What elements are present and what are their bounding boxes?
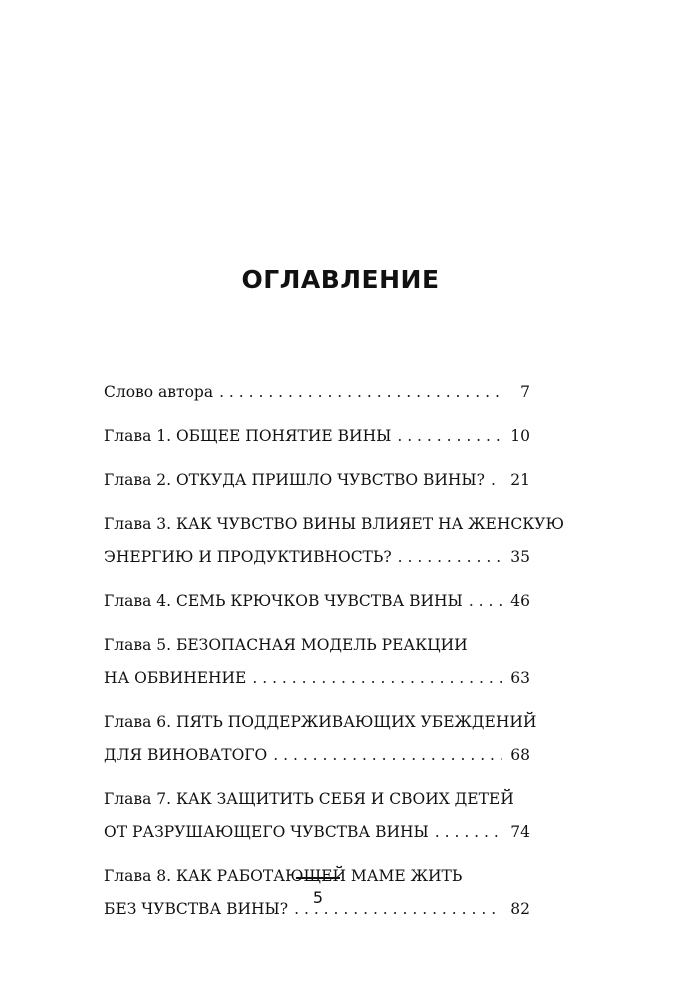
toc-entry-chapter-1 xyxy=(104,424,530,449)
dot-leader xyxy=(398,545,502,570)
toc-page-number: 68 xyxy=(510,746,530,764)
toc-page-number: 21 xyxy=(510,471,530,489)
toc-line xyxy=(104,710,537,735)
toc-line xyxy=(104,633,530,658)
dot-leader xyxy=(273,743,502,768)
toc-entry-chapter-3 xyxy=(104,512,564,570)
toc-entry-title-continued: ЭНЕРГИЮ И ПРОДУКТИВНОСТЬ? xyxy=(104,548,392,566)
toc-entry-title-continued: ОТ РАЗРУШАЮЩЕГО ЧУВСТВА ВИНЫ xyxy=(104,823,429,841)
toc-page-number: 63 xyxy=(510,669,530,687)
toc-entry-title-continued: ДЛЯ ВИНОВАТОГО xyxy=(104,746,268,764)
page-title: ОГЛАВЛЕНИЕ xyxy=(241,265,440,294)
dot-leader xyxy=(491,468,502,493)
toc-page-number: 35 xyxy=(510,548,530,566)
toc-page-number: 74 xyxy=(510,823,530,841)
toc-entry-title: Глава 5. БЕЗОПАСНАЯ МОДЕЛЬ РЕАКЦИИ xyxy=(104,636,468,654)
toc-page-number: 7 xyxy=(520,383,530,401)
toc-line xyxy=(104,424,530,449)
toc-entry-chapter-5 xyxy=(104,633,530,691)
toc-line xyxy=(104,787,530,812)
toc-entry-title: Глава 2. ОТКУДА ПРИШЛО ЧУВСТВО ВИНЫ? xyxy=(104,471,485,489)
toc-line xyxy=(104,743,530,768)
dot-leader xyxy=(252,666,502,691)
toc-entry-chapter-4 xyxy=(104,589,530,614)
toc-page-number: 46 xyxy=(510,592,530,610)
toc-entry-chapter-2 xyxy=(104,468,530,493)
toc-line xyxy=(104,380,530,405)
toc-entry-title: Глава 3. КАК ЧУВСТВО ВИНЫ ВЛИЯЕТ НА ЖЕНСКУЮ xyxy=(104,515,564,533)
dot-leader xyxy=(435,820,502,845)
footer-rule xyxy=(296,877,340,879)
toc-line xyxy=(104,512,564,537)
toc-page-number: 10 xyxy=(510,427,530,445)
page-number: 5 xyxy=(312,888,324,907)
toc-line xyxy=(104,820,530,845)
toc-entry-title-continued: БЕЗ ЧУВСТВА ВИНЫ? xyxy=(104,900,289,918)
toc-entry-chapter-7 xyxy=(104,787,530,845)
toc-line xyxy=(104,545,530,570)
table-of-contents xyxy=(104,380,564,941)
toc-line xyxy=(104,468,530,493)
toc-entry-title: Глава 8. КАК РАБОТАЮЩЕЙ МАМЕ ЖИТЬ xyxy=(104,867,463,885)
toc-entry-title: Глава 4. СЕМЬ КРЮЧКОВ ЧУВСТВА ВИНЫ xyxy=(104,592,463,610)
toc-line xyxy=(104,589,530,614)
toc-entry-title: Глава 1. ОБЩЕЕ ПОНЯТИЕ ВИНЫ xyxy=(104,427,392,445)
toc-entry-title: Слово автора xyxy=(104,383,214,401)
toc-line xyxy=(104,666,530,691)
toc-entry-title: Глава 7. КАК ЗАЩИТИТЬ СЕБЯ И СВОИХ ДЕТЕЙ xyxy=(104,790,514,808)
dot-leader xyxy=(219,380,502,405)
toc-entry-title-continued: НА ОБВИНЕНИЕ xyxy=(104,669,247,687)
toc-entry-title: Глава 6. ПЯТЬ ПОДДЕРЖИВАЮЩИХ УБЕЖДЕНИЙ xyxy=(104,713,537,731)
dot-leader xyxy=(397,424,502,449)
toc-page-number: 82 xyxy=(510,900,530,918)
toc-entry-chapter-6 xyxy=(104,710,537,768)
dot-leader xyxy=(469,589,502,614)
toc-entry-foreword xyxy=(104,380,530,405)
